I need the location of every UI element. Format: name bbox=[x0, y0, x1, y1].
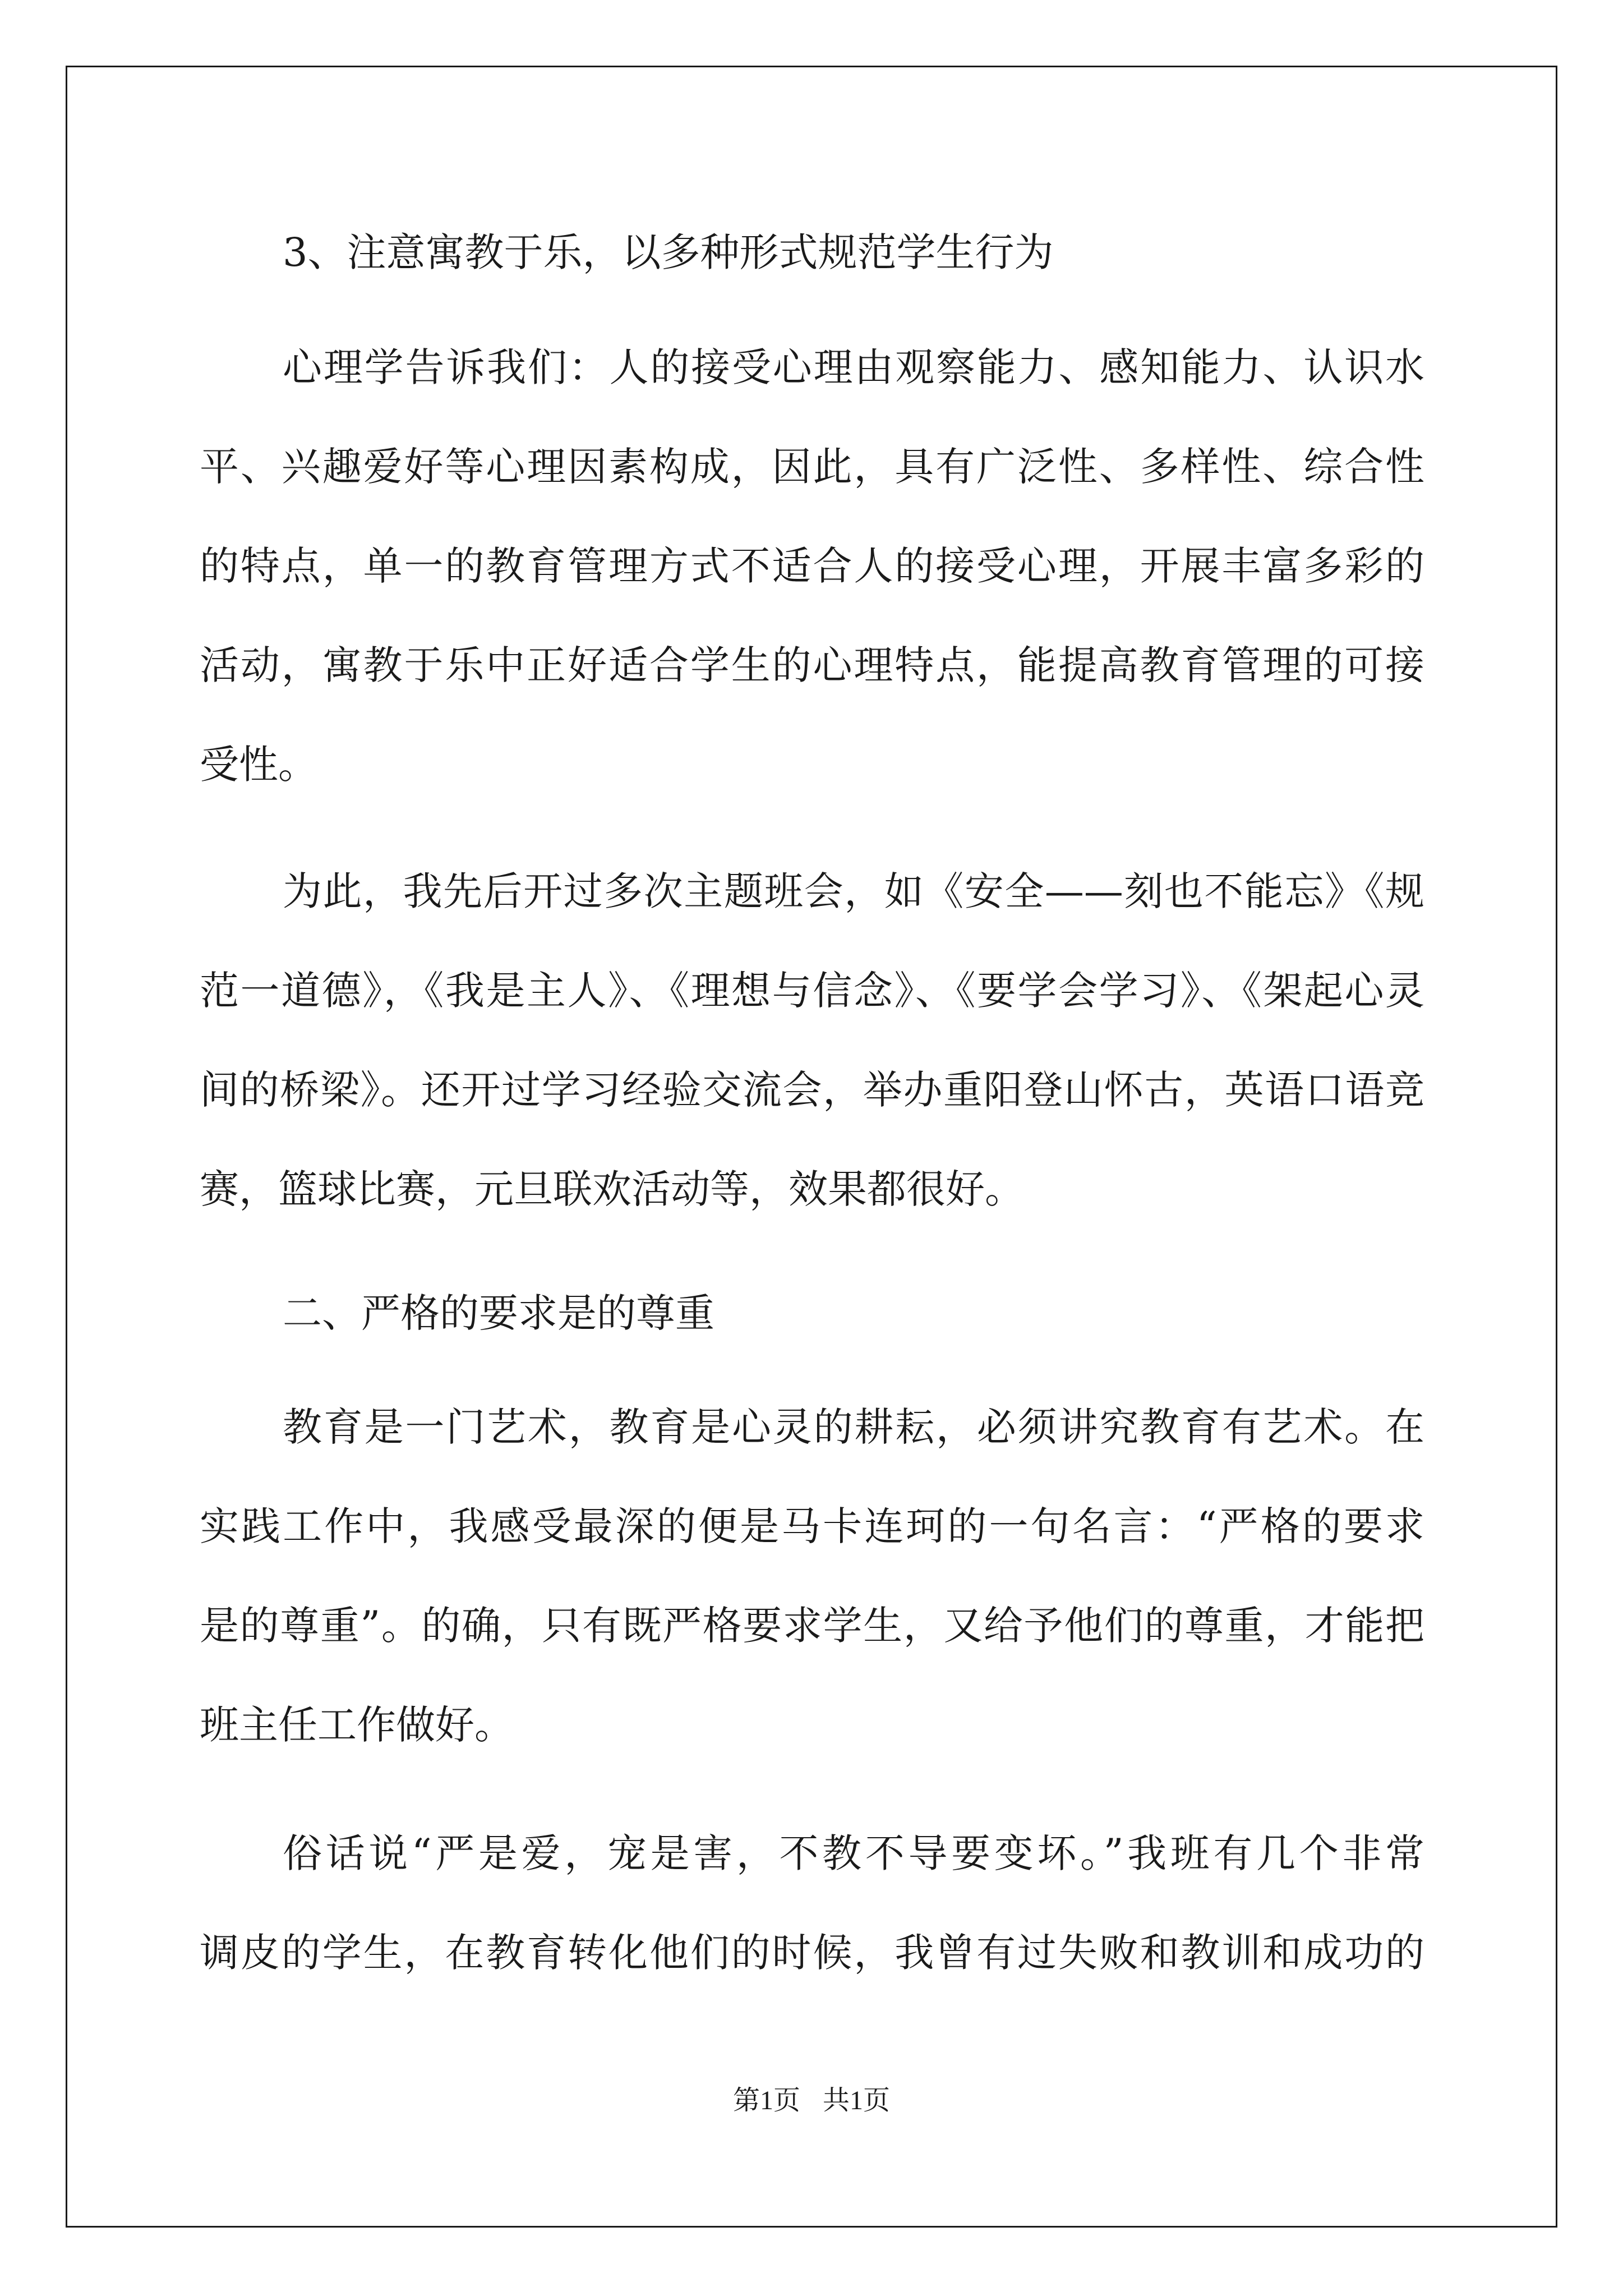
page-number-current: 第1页 bbox=[732, 2086, 800, 2115]
page-footer bbox=[0, 2084, 1623, 2118]
page-number-total: 共1页 bbox=[823, 2086, 891, 2115]
